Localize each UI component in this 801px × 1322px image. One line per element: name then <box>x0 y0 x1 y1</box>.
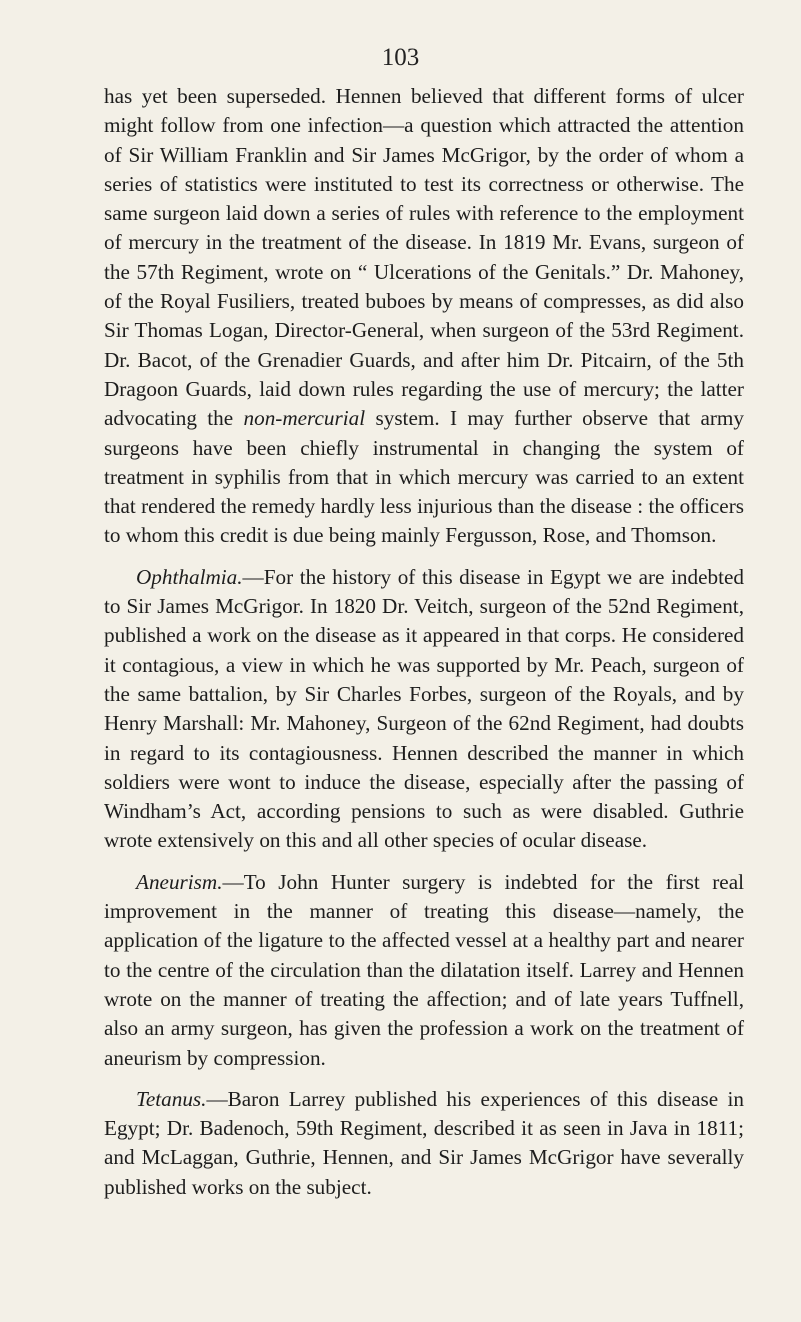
paragraph-text-tail: system. I may further observe that army surgeons have been chiefly instrumental in changing the system of treatment in syphilis from that in which mercury was carried to an extent that rendered the remedy hardly less injurious than the disease : the officers to whom this credit is due being mainly Fergusson, Rose, and Thomson. <box>104 406 744 548</box>
section-heading: Ophthalmia. <box>136 564 243 589</box>
paragraph-text: has yet been superseded. Hennen believed that different forms of ulcer might follow from one infection—a question which attracted the attention of Sir William Franklin and Sir James McGrigor, by the order of whom a series of statistics were instituted to test its correctness or otherwise. The same surgeon laid down a series of rules with reference to the employment of mercury in the treatment of the disease. In 1819 Mr. Evans, surgeon of the 57th Regiment, wrote on “ Ulcerations of the Genitals.” Dr. Mahoney, of the Royal Fusiliers, treated buboes by means of compresses, as did also Sir Thomas Logan, Director-General, when surgeon of the 53rd Regiment. Dr. Bacot, of the Grenadier Guards, and after him Dr. Pitcairn, of the 5th Dragoon Guards, laid down rules regarding the use of mercury; the latter advocating the <box>104 84 744 431</box>
paragraph-aneurism <box>104 868 744 1073</box>
page-number: 103 <box>381 44 420 71</box>
paragraph-text: —For the history of this disease in Egypt we are indebted to Sir James McGrigor. In 1820 Dr. Veitch, surgeon of the 52nd Regiment, published a work on the disease as it appeared in that corps. He considered it contagious, a view in which he was supported by Mr. Peach, surgeon of the same battalion, by Sir Charles Forbes, surgeon of the Royals, and by Henry Marshall: Mr. Mahoney, Surgeon of the 62nd Regiment, had doubts in regard to its contagiousness. Hennen described the manner in which soldiers were wont to induce the disease, especially after the passing of Windham’s Act, according pensions to such as were disabled. Guthrie wrote extensively on this and all other species of ocular disease. <box>104 564 744 853</box>
paragraph-tetanus <box>104 1085 744 1202</box>
italic-term: non-mercurial <box>243 406 366 431</box>
section-heading: Tetanus. <box>136 1086 207 1111</box>
paragraph-syphilis-continued <box>104 82 744 551</box>
paragraph-ophthalmia <box>104 563 744 856</box>
section-heading: Aneurism. <box>136 869 223 894</box>
paragraph-text: —To John Hunter surgery is indebted for the first real improvement in the manner of treating this disease—namely, the application of the ligature to the affected vessel at a healthy part and nearer to the centre of the circulation than the dilatation itself. Larrey and Hennen wrote on the manner of treating the affection; and of late years Tuffnell, also an army surgeon, has given the profession a work on the treatment of aneurism by compression. <box>104 869 744 1070</box>
body-text <box>104 82 744 1214</box>
paragraph-text: —Baron Larrey published his experiences of this disease in Egypt; Dr. Badenoch, 59th Regiment, described it as seen in Java in 1811; and McLaggan, Guthrie, Hennen, and Sir James McGrigor have severally published works on the subject. <box>104 1086 744 1199</box>
